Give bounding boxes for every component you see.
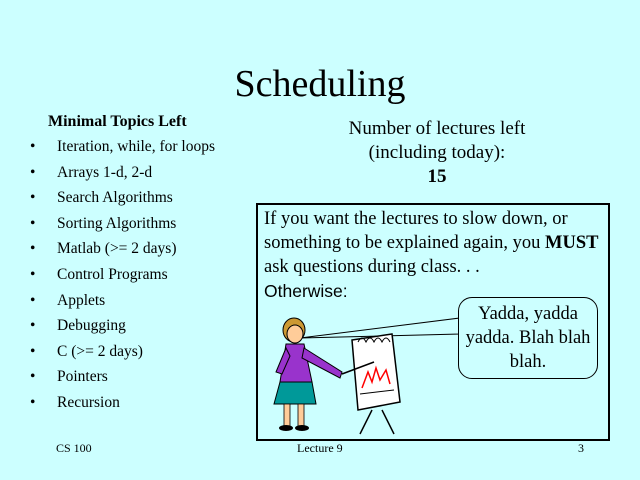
list-item	[30, 367, 230, 387]
bullet: •	[30, 240, 36, 258]
bullet: •	[30, 189, 36, 207]
list-item	[30, 393, 230, 413]
footer-course: CS 100	[56, 441, 92, 455]
footer-page-number: 3	[578, 441, 584, 455]
topic-text: Sorting Algorithms	[57, 214, 177, 232]
topics-list	[30, 137, 230, 419]
list-item	[30, 137, 230, 157]
footer-lecture: Lecture 9	[297, 441, 343, 455]
list-item	[30, 214, 230, 234]
topics-heading: Minimal Topics Left	[48, 113, 187, 130]
list-item	[30, 265, 230, 285]
lectures-left-count: 15	[427, 166, 447, 187]
bullet: •	[30, 138, 36, 155]
lectures-left-block	[312, 117, 562, 189]
topic-text: Arrays 1-d, 2-d	[57, 163, 153, 181]
topic-text: Debugging	[57, 317, 126, 335]
bullet: •	[30, 291, 36, 309]
topic-text: Applets	[57, 291, 106, 309]
lectures-left-sublabel: (including today):	[368, 142, 506, 163]
bullet: •	[30, 163, 36, 181]
slide-title: Scheduling	[234, 63, 406, 105]
otherwise-label: Otherwise:	[264, 281, 348, 301]
bullet: •	[30, 214, 36, 232]
bullet: •	[30, 265, 36, 283]
warning-text	[264, 207, 609, 304]
list-item	[30, 316, 230, 336]
lectures-left-label: Number of lectures left	[348, 118, 526, 139]
list-item	[30, 188, 230, 208]
bullet: •	[30, 368, 36, 386]
topic-text: Control Programs	[57, 265, 168, 283]
bullet: •	[30, 317, 36, 335]
warning-text-part1: If you want the lectures to slow down, or something to be explained again, you	[264, 209, 568, 253]
speech-bubble	[458, 297, 598, 379]
topic-text: Pointers	[57, 368, 108, 386]
list-item	[30, 342, 230, 362]
bullet: •	[30, 393, 36, 411]
speech-bubble-text: Yadda, yadda yadda. Blah blah blah.	[465, 304, 591, 372]
warning-emphasis: MUST	[545, 233, 599, 253]
list-item	[30, 291, 230, 311]
flip-chart	[352, 334, 400, 434]
topic-text: C (>= 2 days)	[57, 342, 143, 360]
list-item	[30, 239, 230, 259]
topic-text: Matlab (>= 2 days)	[57, 240, 177, 258]
presenter-clipart	[262, 310, 442, 438]
warning-text-part2: ask questions during class. . .	[264, 257, 480, 277]
list-item	[30, 163, 230, 183]
topic-text: Search Algorithms	[57, 189, 173, 207]
topic-text: Iteration, while, for loops	[57, 138, 215, 155]
bullet: •	[30, 342, 36, 360]
topic-text: Recursion	[57, 393, 120, 411]
